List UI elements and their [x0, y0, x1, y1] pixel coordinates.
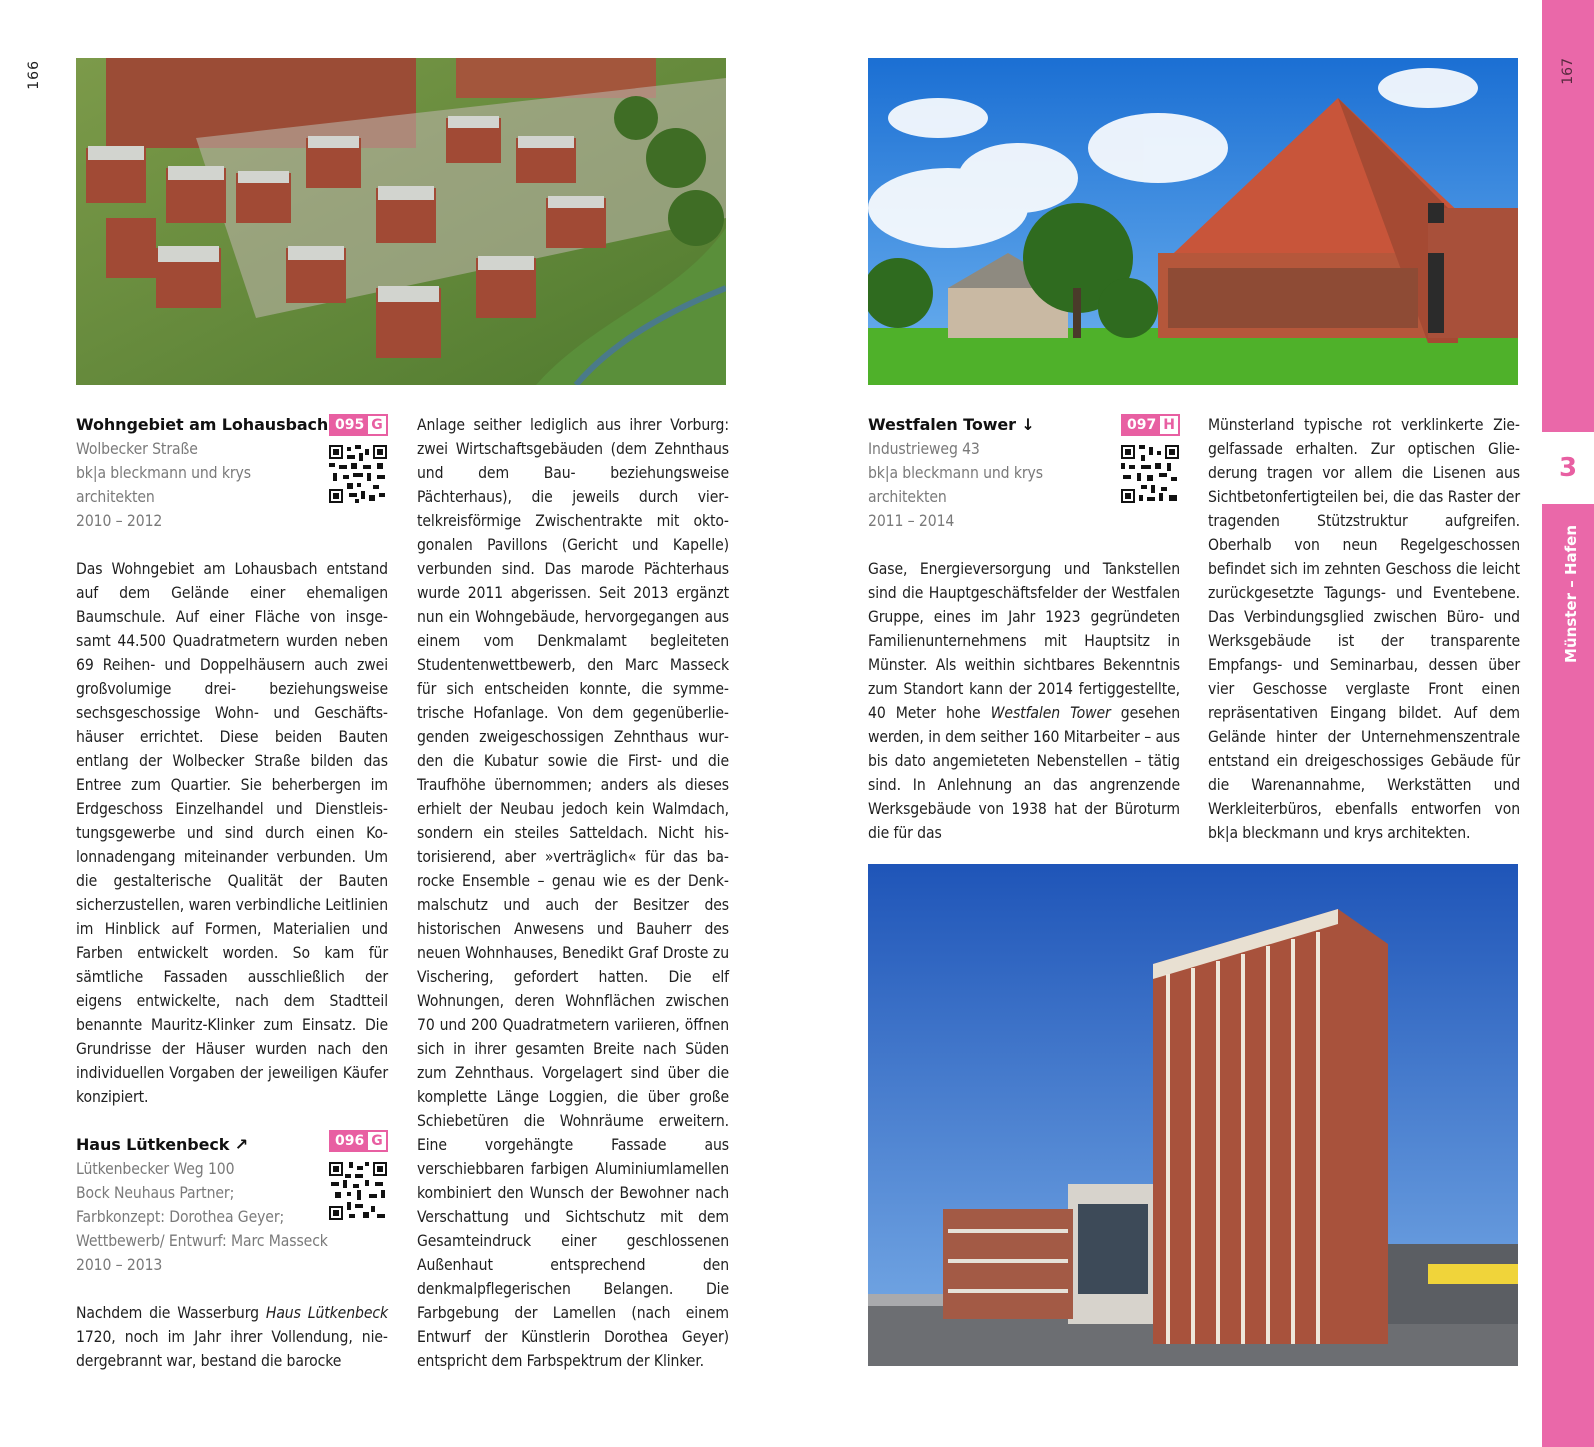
photo-westfalen-tower: [868, 864, 1518, 1366]
entry-text-095: Das Wohngebiet am Lohausbach entstand auf dem Gelände einer ehemaligen Baumschule. Auf einer Fläche von insgesamt 44.500 Quadratmetern wurden neben 69 Reihen- und Doppelhäusern auch zwei großvolumige drei- beziehungsweise sechsgeschossige Wohn- und Geschäftshäuser errichtet. Diese beiden Bauten entlang der Wolbecker Straße bilden das Entree zum Quartier. Sie beherbergen im Erdgeschoss Einzelhandel und Dienstleistungsgewerbe und sind durch einen Kolonnadengang miteinander verbunden. Um die gestalterische Qualität der Bauten sicherzustellen, waren verbindliche Leitlinien im Hinblick auf Formen, Materialien und Farben entwickelt worden. So kam für sämtliche Fassaden ausschließlich der eigens entwickelte, nach dem Stadtteil benannte Mauritz-Klinker zum Einsatz. Die Grundrisse der Häuser wurden nach den individuellen Vorgaben der jeweiligen Käufer konzipiert.: [76, 560, 388, 1106]
right-page-number: 167: [1560, 58, 1576, 85]
entry-address-097: Industrieweg 43: [868, 440, 980, 458]
text-096-italic: Haus Lütkenbeck: [265, 1304, 388, 1322]
badge-number: 095: [331, 416, 368, 434]
entry-address-095: Wolbecker Straße: [76, 440, 198, 458]
entry-years-096: 2010 – 2013: [76, 1256, 163, 1274]
photo-haus-luetkenbeck: [868, 58, 1518, 385]
badge-096: [329, 1130, 388, 1152]
chapter-number: 3: [1542, 432, 1594, 504]
entry-text-096-continued: Anlage seither lediglich aus ihrer Vorburg: zwei Wirtschaftsgebäuden (dem Zehnthaus und dem Bau- beziehungsweise Pächterhaus), die jeweils durch viertelkreisförmige Zwischentrakte mit oktogonalen Pavillons (Gericht und Kapelle) verbunden sind. Das marode Pächterhaus wurde 2011 abgerissen. Seit 2013 ergänzt nun ein Wohngebäude, hervorgegangen aus einem vom Denkmalamt begleiteten Studentenwettbewerb, den Marc Masseck für sich entscheiden konnte, die symmetrische Hofanlage. Von dem gegenüberliegenden zweigeschossigen Zehnthaus wurden die Kubatur sowie die First- und die Traufhöhe übernommen; anders als dieses erhielt der Neubau jedoch kein Walmdach, sondern ein steiles Satteldach. Nicht historisierend, aber »verträglich« für das barocke Ensemble – genau wie es der Denkmalschutz und auch der Besitzer des historischen Anwesens und Bauherr des neuen Wohnhauses, Benedikt Graf Droste zu Vischering, gefordert hatten. Die elf Wohnungen, deren Wohnflächen zwischen 70 und 200 Quadratmetern variieren, öffnen sich in ihrer gesamten Breite nach Süden zum Zehnthaus. Vorgelagert sind über die komplette Länge Loggien, die über große Schiebetüren die Wohnräume erweitern. Eine vorgehängte Fassade aus verschiebbaren farbigen Aluminiumlamellen kombiniert den Wunsch der Bewohner nach Verschattung und Sichtschutz mit dem Gesamteindruck einer geschlossenen Außenhaut entsprechend den denkmalpflegerischen Belangen. Die Farbgebung der Lamellen (nach einem Entwurf der Künstlerin Dorothea Geyer) entspricht dem Farbspektrum der Klinker.: [417, 416, 729, 1370]
text-097-b: gesehen werden, in dem seither 160 Mitarbeiter – aus bis dato angemieteten Nebenstellen – tätig sind. In Anlehnung an das angrenzende Werksgebäude von 1938 hat der Büroturm die für das: [868, 704, 1181, 842]
qr-code-icon[interactable]: [1121, 445, 1179, 503]
photo-wohngebiet: [76, 58, 726, 385]
column-2: [417, 413, 729, 1373]
entry-title-097: Westfalen Tower ↓: [868, 415, 1035, 434]
badge-095: [329, 414, 388, 436]
entry-address-096: Lütkenbecker Weg 100: [76, 1160, 235, 1178]
badge-number: 096: [331, 1132, 368, 1150]
text-097-a: Gase, Energieversorgung und Tankstellen sind die Hauptgeschäftsfelder der Westfalen Gruppe, eines im Jahr 1923 gegründeten Familienunternehmens mit Hauptsitz in Münster. Als weithin sichtbares Bekenntnis zum Standort kann der 2014 fertiggestellte, 40 Meter hohe: [868, 560, 1180, 722]
column-4: [1208, 413, 1520, 845]
badge-category: G: [368, 416, 386, 434]
entry-architect-096-line3: Wettbewerb/ Entwurf: Marc Masseck: [76, 1232, 328, 1250]
entry-text-096-start: [76, 1301, 388, 1373]
badge-number: 097: [1123, 416, 1160, 434]
entry-architect-096-line1: Bock Neuhaus Partner;: [76, 1184, 235, 1202]
entry-text-097-start: [868, 557, 1180, 845]
entry-years-097: 2011 – 2014: [868, 512, 955, 530]
entry-architect-097-line2: architekten: [868, 488, 947, 506]
entry-architect-095-line1: bk|a bleckmann und krys: [76, 464, 251, 482]
chapter-label: Münster – Hafen: [1562, 525, 1580, 663]
badge-category: H: [1160, 416, 1178, 434]
text-097-italic: Westfalen Tower: [990, 704, 1111, 722]
chapter-sidebar: [1542, 0, 1594, 1447]
entry-architect-097-line1: bk|a bleckmann und krys: [868, 464, 1043, 482]
entry-text-097-continued: Münsterland typische rot verklinkerte Ziegelfassade erhalten. Zur optischen Gliederung tragen vor allem die Lisenen aus Sichtbetonfertigteilen bei, die das Raster der tragenden Stützstruktur aufgreifen. Oberhalb von neun Regelgeschossen befindet sich im zehnten Geschoss die leicht zurückgesetzte Tagungs- und Eventebene. Das Verbindungsglied zwischen Büro- und Werksgebäude ist der transparente Empfangs- und Seminarbau, dessen über vier Geschosse verglaste Front einen repräsentativen Eingang bildet. Auf dem Gelände hinter der Unternehmenszentrale entstand ein dreigeschossiges Gebäude für die Warenannahme, Werkstätten und Werkleiterbüros, ebenfalls entworfen von bk|a bleckmann und krys architekten.: [1208, 416, 1520, 842]
entry-architect-096-line2: Farbkonzept: Dorothea Geyer;: [76, 1208, 285, 1226]
entry-years-095: 2010 – 2012: [76, 512, 163, 530]
text-096-a: Nachdem die Wasserburg: [76, 1304, 266, 1322]
left-page-number: 166: [26, 60, 42, 90]
entry-architect-095-line2: architekten: [76, 488, 155, 506]
text-096-b: 1720, noch im Jahr ihrer Vollendung, niedergebrannt war, bestand die barocke: [76, 1328, 388, 1370]
qr-code-icon[interactable]: [329, 445, 387, 503]
badge-097: [1121, 414, 1180, 436]
entry-title-096: Haus Lütkenbeck ↗: [76, 1135, 249, 1154]
qr-code-icon[interactable]: [329, 1162, 387, 1220]
badge-category: G: [368, 1132, 386, 1150]
entry-title-095: Wohngebiet am Lohausbach: [76, 415, 329, 434]
column-1: [76, 413, 388, 1373]
